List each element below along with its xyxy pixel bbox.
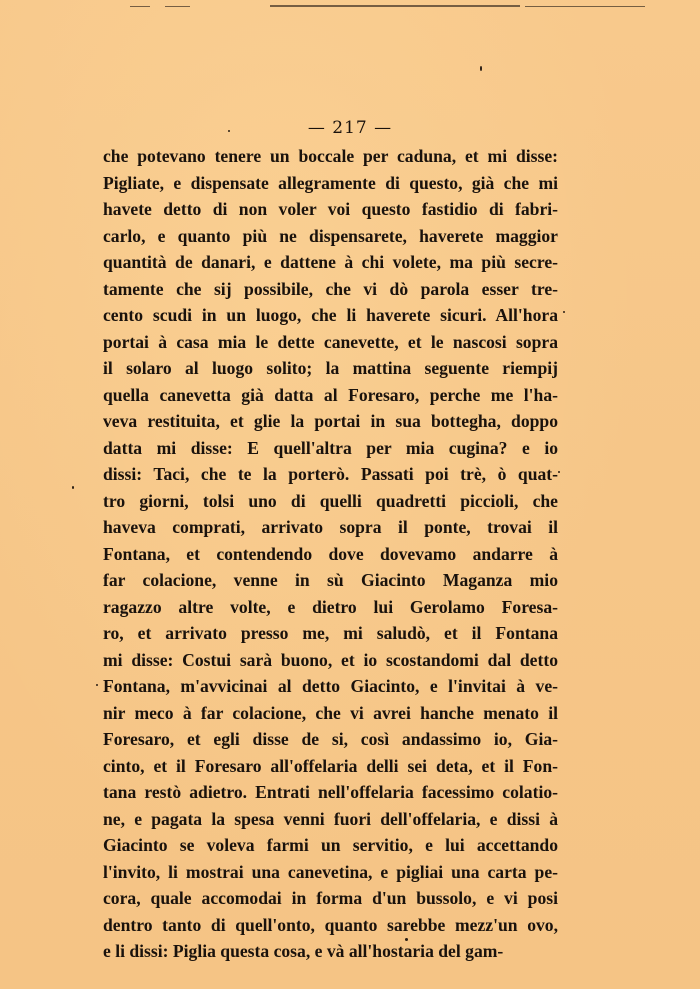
text-line: far colacione, venne in sù Giacinto Maganza mio bbox=[103, 570, 558, 590]
text-line: haveva comprati, arrivato sopra il ponte, trovai il bbox=[103, 517, 558, 537]
text-line: portai à casa mia le dette canevette, et le nascosi sopra bbox=[103, 331, 558, 352]
text-line: il solaro al luogo solito; la mattina seguente riempij bbox=[103, 358, 558, 378]
text-line: datta mi disse: E quell'altra per mia cugina? e io bbox=[103, 437, 558, 458]
text-line: ragazzo altre volte, e dietro lui Gerolamo Foresa- bbox=[103, 596, 558, 617]
text-line: havete detto di non voler voi questo fastidio di fabri- bbox=[103, 199, 558, 219]
page-number-header: — 217 — bbox=[307, 118, 393, 138]
ink-speck bbox=[228, 130, 230, 132]
text-line: che potevano tenere un boccale per caduna, et mi disse: bbox=[103, 146, 558, 166]
text-line: dissi: Taci, che te la porterò. Passati poi trè, ò quat- bbox=[103, 464, 558, 484]
text-line: veva restituita, et glie la portai in sua bottegha, doppo bbox=[103, 411, 558, 431]
ink-speck bbox=[558, 471, 560, 473]
text-line: nir meco à far colacione, che vi avrei hanche menato il bbox=[103, 702, 558, 723]
text-line: cinto, et il Foresaro all'offelaria delli sei deta, et il Fon- bbox=[103, 755, 558, 776]
text-line: ro, et arrivato presso me, mi saludò, et il Fontana bbox=[103, 623, 558, 643]
text-line: tro giorni, tolsi uno di quelli quadretti piccioli, che bbox=[103, 490, 558, 511]
body-text bbox=[103, 143, 558, 965]
text-line: mi disse: Costui sarà buono, et io scostandomi dal detto bbox=[103, 649, 558, 670]
text-line: l'invito, li mostrai una canevetina, e pigliai una carta pe- bbox=[103, 861, 558, 882]
text-line: ne, e pagata la spesa venni fuori dell'offelaria, e dissi à bbox=[103, 808, 558, 829]
text-line: carlo, e quanto più ne dispensarete, haverete maggior bbox=[103, 225, 558, 246]
text-line: Foresaro, et egli disse de si, così andassimo io, Gia- bbox=[103, 729, 558, 749]
text-line: Giacinto se voleva farmi un servitio, e lui accettando bbox=[103, 835, 558, 855]
text-line: cora, quale accomodai in forma d'un bussolo, e vi posi bbox=[103, 888, 558, 908]
ink-speck bbox=[405, 938, 408, 941]
ink-speck bbox=[72, 486, 74, 489]
ink-speck bbox=[96, 684, 98, 686]
ink-speck bbox=[563, 311, 565, 313]
text-line: Fontana, et contendendo dove dovevamo andarre à bbox=[103, 543, 558, 564]
text-line: dentro tanto di quell'onto, quanto sarebbe mezz'un ovo, bbox=[103, 914, 558, 935]
top-border-rule bbox=[130, 5, 650, 9]
text-line: quella canevetta già datta al Foresaro, perche me l'ha- bbox=[103, 384, 558, 405]
text-line: Fontana, m'avvicinai al detto Giacinto, e l'invitai à ve- bbox=[103, 676, 558, 696]
text-line: tamente che sij possibile, che vi dò parola esser tre- bbox=[103, 278, 558, 299]
text-line: quantità de danari, e dattene à chi volete, ma più secre- bbox=[103, 252, 558, 272]
text-line: Pigliate, e dispensate allegramente di questo, già che mi bbox=[103, 172, 558, 193]
text-line: cento scudi in un luogo, che li haverete sicuri. All'hora bbox=[103, 305, 558, 325]
text-line: tana restò adietro. Entrati nell'offelaria facessimo colatio- bbox=[103, 782, 558, 802]
text-line: e li dissi: Piglia questa cosa, e và all'hostaria del gam- bbox=[103, 941, 504, 961]
ink-speck bbox=[480, 66, 482, 71]
